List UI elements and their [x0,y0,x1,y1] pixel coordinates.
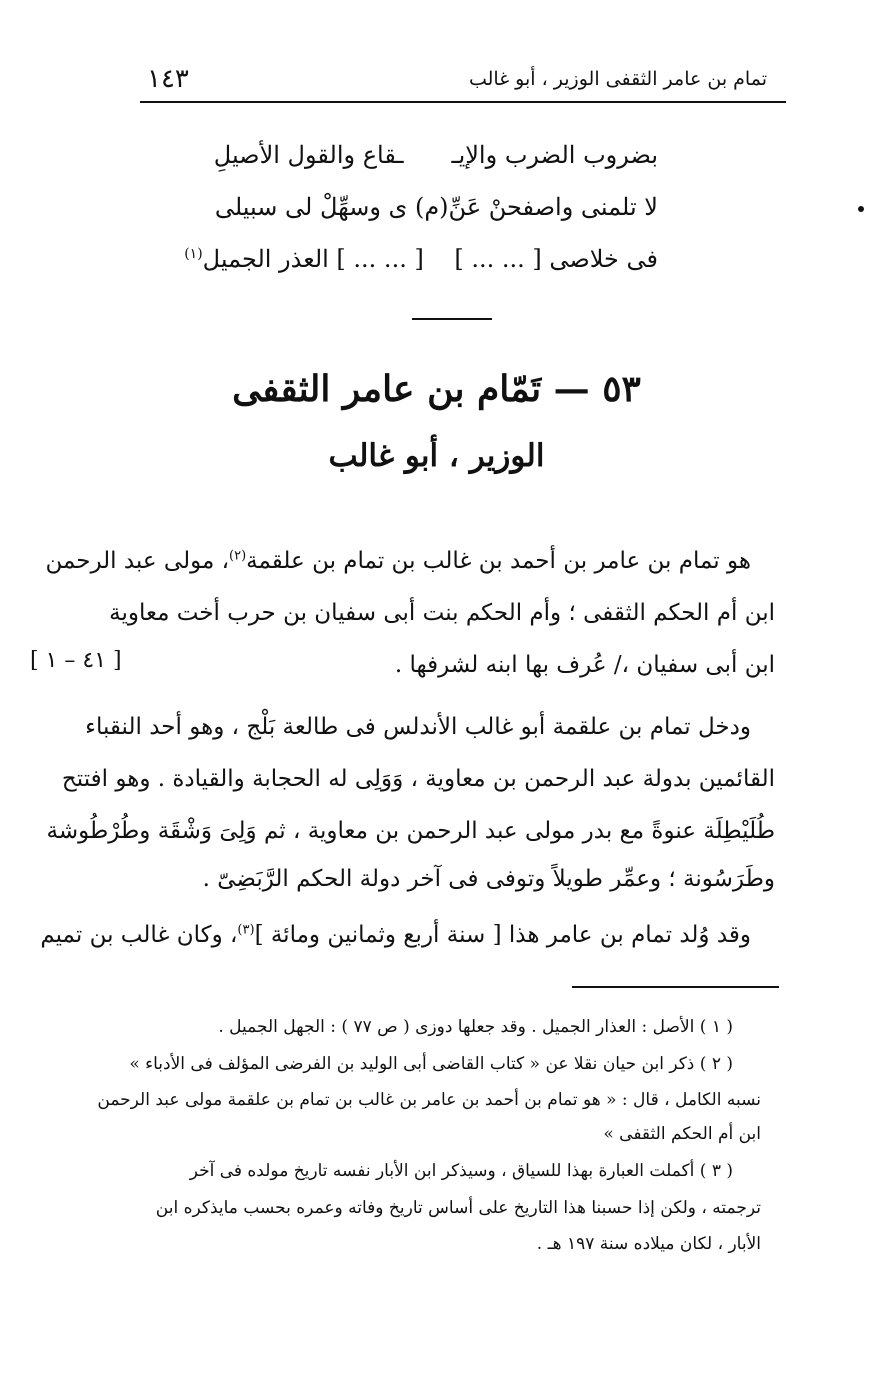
page-number: ١٤٣ [147,64,189,94]
footnote-rule [572,986,779,988]
header-rule [140,101,786,103]
footnote-2-cont: ابن أم الحكم الثقفى » [603,1124,761,1144]
margin-dot [858,206,864,212]
body-text: ، وكان غالب بن تميم [40,922,238,948]
body-line: طُلَيْطِلَة عنوةً مع بدر مولى عبد الرحمن بن معاوية ، ثم وَلِىَ وَشْقَة وطُرْطُوشة [46,818,775,844]
body-text: ، مولى عبد الرحمن [45,548,230,574]
margin-reference: [ ٤١ – ١ ] [30,648,122,673]
body-line: وطَرَسُونة ؛ وعمِّر طويلاً وتوفى فى آخر دولة الحكم الرَّبَضِىّ . [202,866,775,892]
footnote-ref-2: (٢) [229,548,247,564]
body-line [45,548,751,574]
footnote-3-cont: ترجمته ، ولكن إذا حسبنا هذا التاريخ على أساس تاريخ وفاته وعمره بحسب مايذكره ابن [155,1198,761,1218]
footnote-ref-1: (١) [184,246,203,262]
verse-line-2: لا تلمنى واصفحنْ عَنِّ(م) ى وسهِّلْ لى سبيلى [214,193,658,221]
footnote-2-cont: نسبه الكامل ، قال : « هو تمام بن أحمد بن عامر بن غالب بن تمام بن علقمة مولى عبد الرحمن [97,1090,761,1110]
entry-subheading: الوزير ، أبو غالب [328,438,545,474]
footnote-2: ( ٢ ) ذكر ابن حيان نقلا عن « كتاب القاضى أبى الوليد بن الفرضى المؤلف فى الأدباء » [129,1054,733,1074]
section-separator [412,318,492,320]
entry-heading: ٥٣ — تَمّام بن عامر الثقفى [232,368,641,410]
verse-1-first-hemistich: بضروب الضرب والإيـ [451,141,658,169]
verse-1-second-hemistich: ـقاع والقول الأصيلِ [213,141,404,169]
footnote-1: ( ١ ) الأصل : العذار الجميل . وقد جعلها دوزى ( ص ٧٧ ) : الجهل الجميل . [218,1017,733,1037]
verse-3-text: فى خلاصى [ ... ... ] [ ... ... ] العذر الجميل [202,245,658,273]
footnote-3: ( ٣ ) أكملت العبارة بهذا للسياق ، وسيذكر ابن الأبار نفسه تاريخ مولده فى آخر [189,1161,733,1181]
running-title: تمام بن عامر الثقفى الوزير ، أبو غالب [468,68,767,90]
page-header [143,62,785,98]
body-line [40,922,751,948]
body-line: ودخل تمام بن علقمة أبو غالب الأندلس فى طالعة بَلْج ، وهو أحد النقباء [85,714,751,740]
body-line: ابن أم الحكم الثقفى ؛ وأم الحكم بنت أبى سفيان بن حرب أخت معاوية [109,600,775,626]
footnote-3-cont: الأبار ، لكان ميلاده سنة ١٩٧ هـ . [536,1234,761,1254]
verse-line-3 [184,245,658,273]
body-line: ابن أبى سفيان ،/ عُرف بها ابنه لشرفها . [394,652,775,678]
footnote-ref-3: (٣) [237,922,255,938]
body-line: القائمين بدولة عبد الرحمن بن معاوية ، وَوَلِى له الحجابة والقيادة . وهو افتتح [61,766,775,792]
verse-line-1 [214,141,658,169]
body-text: هو تمام بن عامر بن أحمد بن غالب بن تمام بن علقمة [246,548,751,574]
body-text: وقد وُلد تمام بن عامر هذا [ سنة أربع وثمانين ومائة ] [254,922,751,948]
